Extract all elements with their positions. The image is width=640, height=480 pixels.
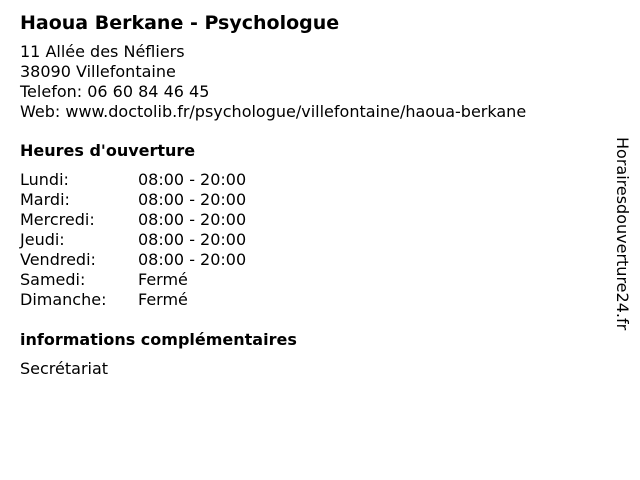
hours-time: 08:00 - 20:00 — [138, 250, 247, 269]
hours-row-dimanche — [20, 290, 600, 310]
hours-day: Lundi: — [20, 170, 69, 189]
hours-row-mercredi — [20, 210, 600, 230]
hours-day: Dimanche: — [20, 290, 107, 309]
web-url-link[interactable]: www.doctolib.fr/psychologue/villefontaine/haoua-berkane — [65, 102, 527, 121]
additional-info-heading: informations complémentaires — [20, 330, 297, 349]
business-details — [20, 10, 600, 379]
address-line-2: 38090 Villefontaine — [20, 62, 176, 81]
hours-row-mardi — [20, 190, 600, 210]
hours-table — [20, 170, 600, 310]
hours-time: 08:00 - 20:00 — [138, 190, 247, 209]
hours-time: Fermé — [138, 270, 188, 289]
phone-line: Telefon: 06 60 84 46 45 — [20, 82, 210, 101]
business-title: Haoua Berkane - Psychologue — [20, 12, 340, 34]
hours-day: Jeudi: — [20, 230, 65, 249]
side-watermark: Horairesdouverture24.fr — [613, 137, 632, 331]
hours-row-lundi — [20, 170, 600, 190]
additional-info-text: Secrétariat — [20, 359, 109, 378]
hours-row-vendredi — [20, 250, 600, 270]
hours-day: Vendredi: — [20, 250, 96, 269]
hours-day: Samedi: — [20, 270, 86, 289]
hours-row-jeudi — [20, 230, 600, 250]
web-line — [20, 102, 600, 122]
hours-day: Mardi: — [20, 190, 70, 209]
hours-row-samedi — [20, 270, 600, 290]
web-label: Web: — [20, 102, 61, 121]
hours-heading: Heures d'ouverture — [20, 141, 196, 160]
hours-time: Fermé — [138, 290, 188, 309]
hours-time: 08:00 - 20:00 — [138, 210, 247, 229]
hours-time: 08:00 - 20:00 — [138, 170, 247, 189]
hours-time: 08:00 - 20:00 — [138, 230, 247, 249]
address-line-1: 11 Allée des Néfliers — [20, 42, 185, 61]
hours-day: Mercredi: — [20, 210, 95, 229]
